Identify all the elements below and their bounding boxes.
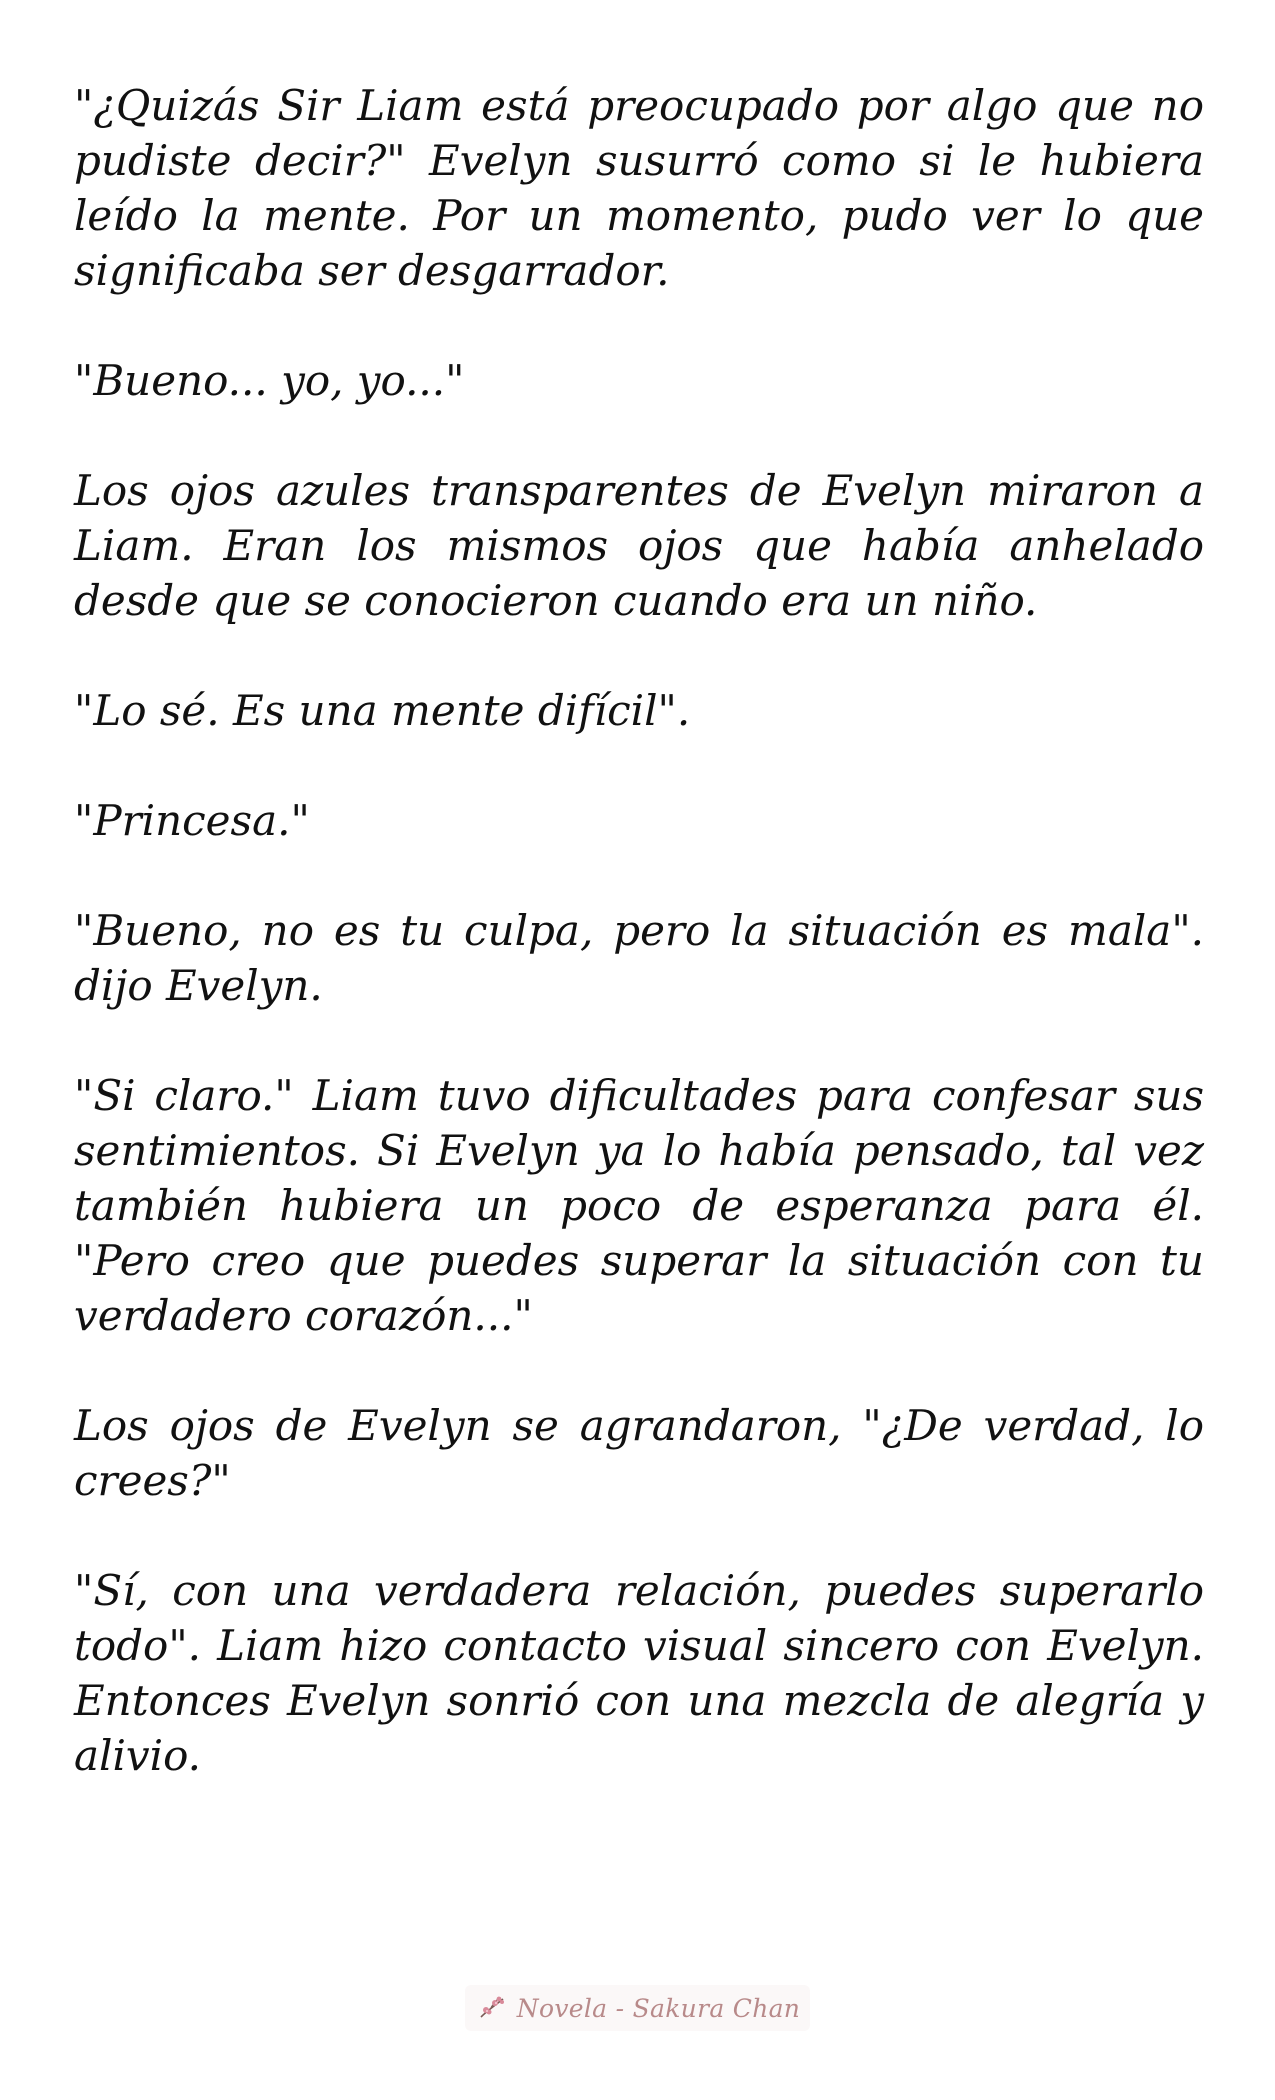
paragraph-9: "Sí, con una verdadera relación, puedes superarlo todo". Liam hizo contacto visual sincero con Evelyn. Entonces Evelyn sonrió con una mezcla de alegría y alivio.: [74, 1566, 1204, 1780]
paragraph-8: Los ojos de Evelyn se agrandaron, "¿De verdad, lo crees?": [74, 1401, 1204, 1505]
watermark: [465, 1985, 810, 2031]
novel-page-body: [74, 78, 1204, 1838]
paragraph-4: "Lo sé. Es una mente difícil".: [74, 686, 691, 735]
paragraph-3: Los ojos azules transparentes de Evelyn miraron a Liam. Eran los mismos ojos que había anhelado desde que se conocieron cuando era un niño.: [74, 466, 1204, 625]
cherry-blossom-icon: [475, 1991, 509, 2025]
paragraph-2: "Bueno... yo, yo...": [74, 356, 465, 405]
paragraph-6: "Bueno, no es tu culpa, pero la situación es mala". dijo Evelyn.: [74, 906, 1204, 1010]
paragraph-1: "¿Quizás Sir Liam está preocupado por algo que no pudiste decir?" Evelyn susurró como si le hubiera leído la mente. Por un momento, pudo ver lo que significaba ser desgarrador.: [74, 81, 1204, 295]
watermark-footer: [0, 1985, 1275, 2031]
paragraph-5: "Princesa.": [74, 796, 310, 845]
watermark-text: Novela - Sakura Chan: [516, 1993, 801, 2023]
paragraph-7: "Si claro." Liam tuvo dificultades para confesar sus sentimientos. Si Evelyn ya lo había pensado, tal vez también hubiera un poco de esperanza para él. "Pero creo que puedes superar la situación con tu verdadero corazón...": [74, 1071, 1204, 1340]
